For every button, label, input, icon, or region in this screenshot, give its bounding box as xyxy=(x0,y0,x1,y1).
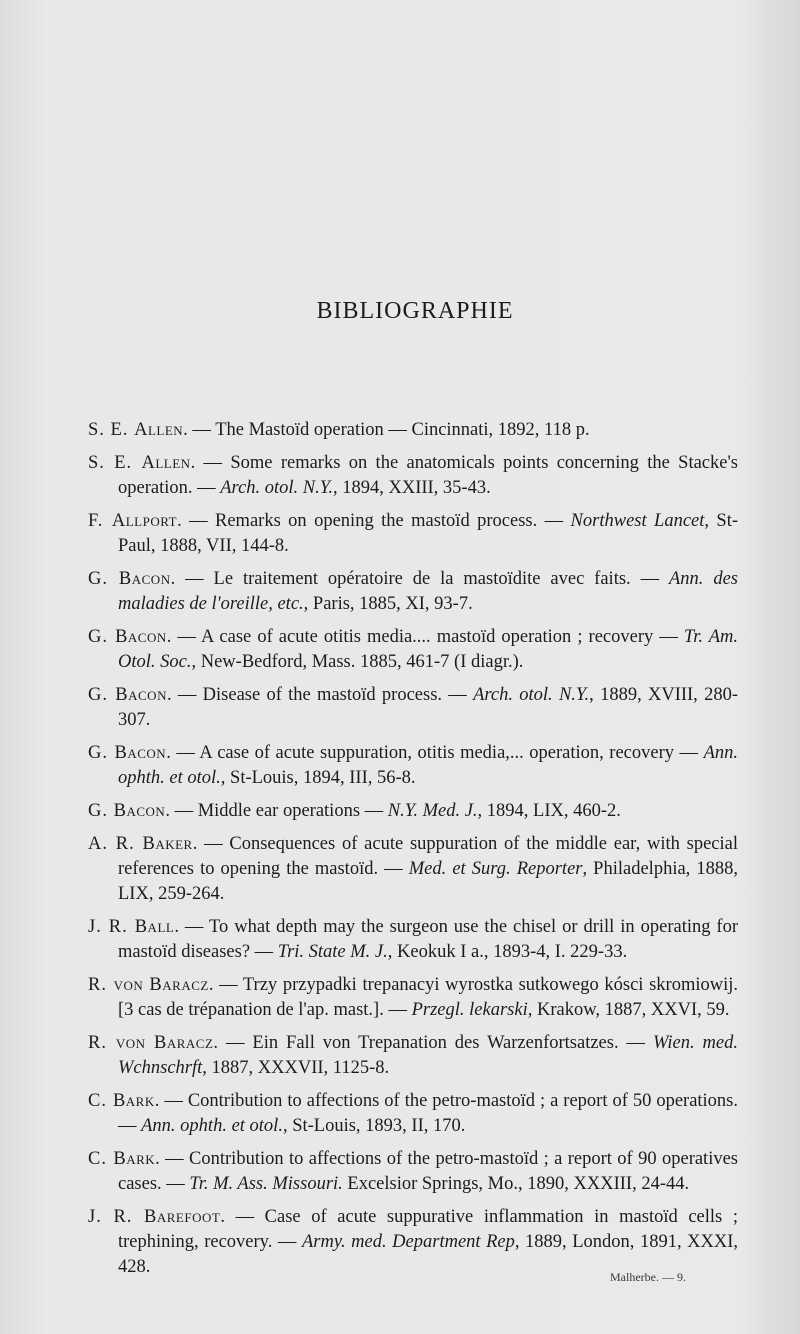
entry-source: Przegl. lekarski xyxy=(411,1000,528,1020)
entry-rest: , New-Bedford, Mass. 1885, 461-7 (I diagr.). xyxy=(191,652,524,672)
bibliography-entry xyxy=(88,1147,738,1197)
author-initials: J. R. xyxy=(88,917,135,937)
bibliography-entry xyxy=(88,683,738,733)
entry-source: Ann. des maladies de l'oreille, etc. xyxy=(118,569,738,614)
author-name: Bacon xyxy=(114,743,167,763)
entry-rest: , St-Paul, 1888, VII, 144-8. xyxy=(118,511,739,556)
author-initials: J. R. xyxy=(88,1207,145,1227)
author-name: Allen xyxy=(134,420,184,440)
author-name: Bacon xyxy=(115,685,167,705)
bibliography-entry xyxy=(88,973,738,1023)
entry-text: . — Disease of the mastoïd process. — xyxy=(166,685,474,705)
entry-rest: , 1894, LIX, 460-2. xyxy=(477,801,621,821)
entry-text: . — A case of acute otitis media.... mastoïd operation ; recovery — xyxy=(166,627,684,647)
entry-source: Ann. ophth. et otol. xyxy=(118,743,738,788)
entry-source: N.Y. Med. J. xyxy=(387,801,478,821)
entry-text: . — Consequences of acute suppuration of the middle ear, with special references to opening the mastoïd. — xyxy=(118,834,738,879)
author-name: Bark xyxy=(112,1091,155,1111)
entry-rest: , 1889, London, 1891, XXXI, 428. xyxy=(118,1232,738,1277)
entry-source: Arch. otol. N.Y. xyxy=(473,685,590,705)
entry-text: . — Ein Fall von Trepanation des Warzenfortsatzes. — xyxy=(213,1033,653,1053)
entry-text: . — The Mastoïd operation — Cincinnati, 1892, 118 p. xyxy=(183,420,590,440)
author-initials: S. E. xyxy=(88,420,135,440)
author-initials: G. xyxy=(88,569,119,589)
bibliography-list xyxy=(88,418,738,1288)
bibliography-entry xyxy=(88,1205,738,1280)
author-initials: C. xyxy=(88,1091,113,1111)
author-name: Baker xyxy=(142,834,193,854)
entry-text: . — A case of acute suppuration, otitis media,... operation, recovery — xyxy=(166,743,704,763)
author-initials: A. R. xyxy=(88,834,143,854)
entry-source: Northwest Lancet xyxy=(570,511,705,531)
entry-text: . — Some remarks on the anatomicals points concerning the Stacke's operation. — xyxy=(118,453,738,498)
entry-text: . — Case of acute suppurative inflammation in mastoïd cells ; trephining, recovery. — xyxy=(118,1207,738,1252)
bibliography-entry xyxy=(88,567,738,617)
entry-rest: , St-Louis, 1894, III, 56-8. xyxy=(220,768,416,788)
entry-rest: , 1894, XXIII, 35-43. xyxy=(332,478,491,498)
entry-text: . — Middle ear operations — xyxy=(165,801,388,821)
entry-text: . — Contribution to affections of the petro-mastoïd ; a report of 90 operatives cases. — xyxy=(118,1149,739,1194)
entry-text: . — To what depth may the surgeon use the chisel or drill in operating for mastoïd diseases? — xyxy=(118,917,739,962)
author-initials: G. xyxy=(88,627,116,647)
entry-text: . — Le traitement opératoire de la mastoïdite avec faits. — xyxy=(170,569,669,589)
bibliography-entry xyxy=(88,509,738,559)
entry-source: Ann. ophth. et otol. xyxy=(141,1116,283,1136)
entry-text: . — Contribution to affections of the petro-mastoïd ; a report of 50 operations. — xyxy=(118,1091,739,1136)
entry-rest: Excelsior Springs, Mo., 1890, XXXIII, 24-44. xyxy=(342,1174,690,1194)
bibliography-entry xyxy=(88,418,738,443)
bibliography-entry xyxy=(88,1031,738,1081)
author-name: Barefoot xyxy=(144,1207,221,1227)
page-title: BIBLIOGRAPHIE xyxy=(316,298,514,324)
bibliography-entry xyxy=(88,915,738,965)
author-name: Bacon xyxy=(118,569,171,589)
author-name: von Baracz xyxy=(113,975,209,995)
author-initials: S. E. xyxy=(88,453,142,473)
entry-rest: , 1889, XVIII, 280-307. xyxy=(118,685,738,730)
bibliography-entry xyxy=(88,832,738,907)
author-name: Allport xyxy=(111,511,178,531)
entry-source: Tr. M. Ass. Missouri. xyxy=(189,1174,343,1194)
author-initials: F. xyxy=(88,511,112,531)
bibliography-entry xyxy=(88,741,738,791)
entry-rest: , Keokuk I a., 1893-4, I. 229-33. xyxy=(387,942,628,962)
entry-rest: , St-Louis, 1893, II, 170. xyxy=(282,1116,466,1136)
entry-text: . — Trzy przypadki trepanacyi wyrostka sutkowego kósci skromiowij. [3 cas de trépanation de l'ap. mast.]. — xyxy=(118,975,738,1020)
entry-rest: , Krakow, 1887, XXVI, 59. xyxy=(527,1000,730,1020)
entry-source: Tr. Am. Otol. Soc. xyxy=(118,627,738,672)
author-initials: C. xyxy=(88,1149,114,1169)
entry-source: Wien. med. Wchnschrft xyxy=(118,1033,738,1078)
bibliography-entry xyxy=(88,1089,738,1139)
entry-source: Tri. State M. J. xyxy=(277,942,388,962)
entry-text: . — Remarks on opening the mastoïd process. — xyxy=(177,511,571,531)
author-initials: G. xyxy=(88,685,116,705)
entry-source: Army. med. Department Rep xyxy=(301,1232,515,1252)
author-name: Bacon xyxy=(113,801,166,821)
author-name: Bacon xyxy=(115,627,167,647)
author-name: Bark xyxy=(113,1149,156,1169)
entry-rest: , Philadelphia, 1888, LIX, 259-264. xyxy=(118,859,738,904)
author-name: Ball xyxy=(134,917,175,937)
author-name: von Baracz xyxy=(115,1033,214,1053)
page-footer: Malherbe. — 9. xyxy=(610,1270,686,1284)
entry-rest: , 1887, XXXVII, 1125-8. xyxy=(202,1058,390,1078)
entry-source: Med. et Surg. Reporter xyxy=(408,859,583,879)
entry-rest: , Paris, 1885, XI, 93-7. xyxy=(303,594,473,614)
entry-source: Arch. otol. N.Y. xyxy=(220,478,333,498)
author-initials: R. xyxy=(88,1033,116,1053)
author-initials: G. xyxy=(88,743,115,763)
bibliography-entry xyxy=(88,451,738,501)
author-initials: R. xyxy=(88,975,114,995)
author-initials: G. xyxy=(88,801,114,821)
bibliography-entry xyxy=(88,799,738,824)
author-name: Allen xyxy=(141,453,191,473)
bibliography-entry xyxy=(88,625,738,675)
